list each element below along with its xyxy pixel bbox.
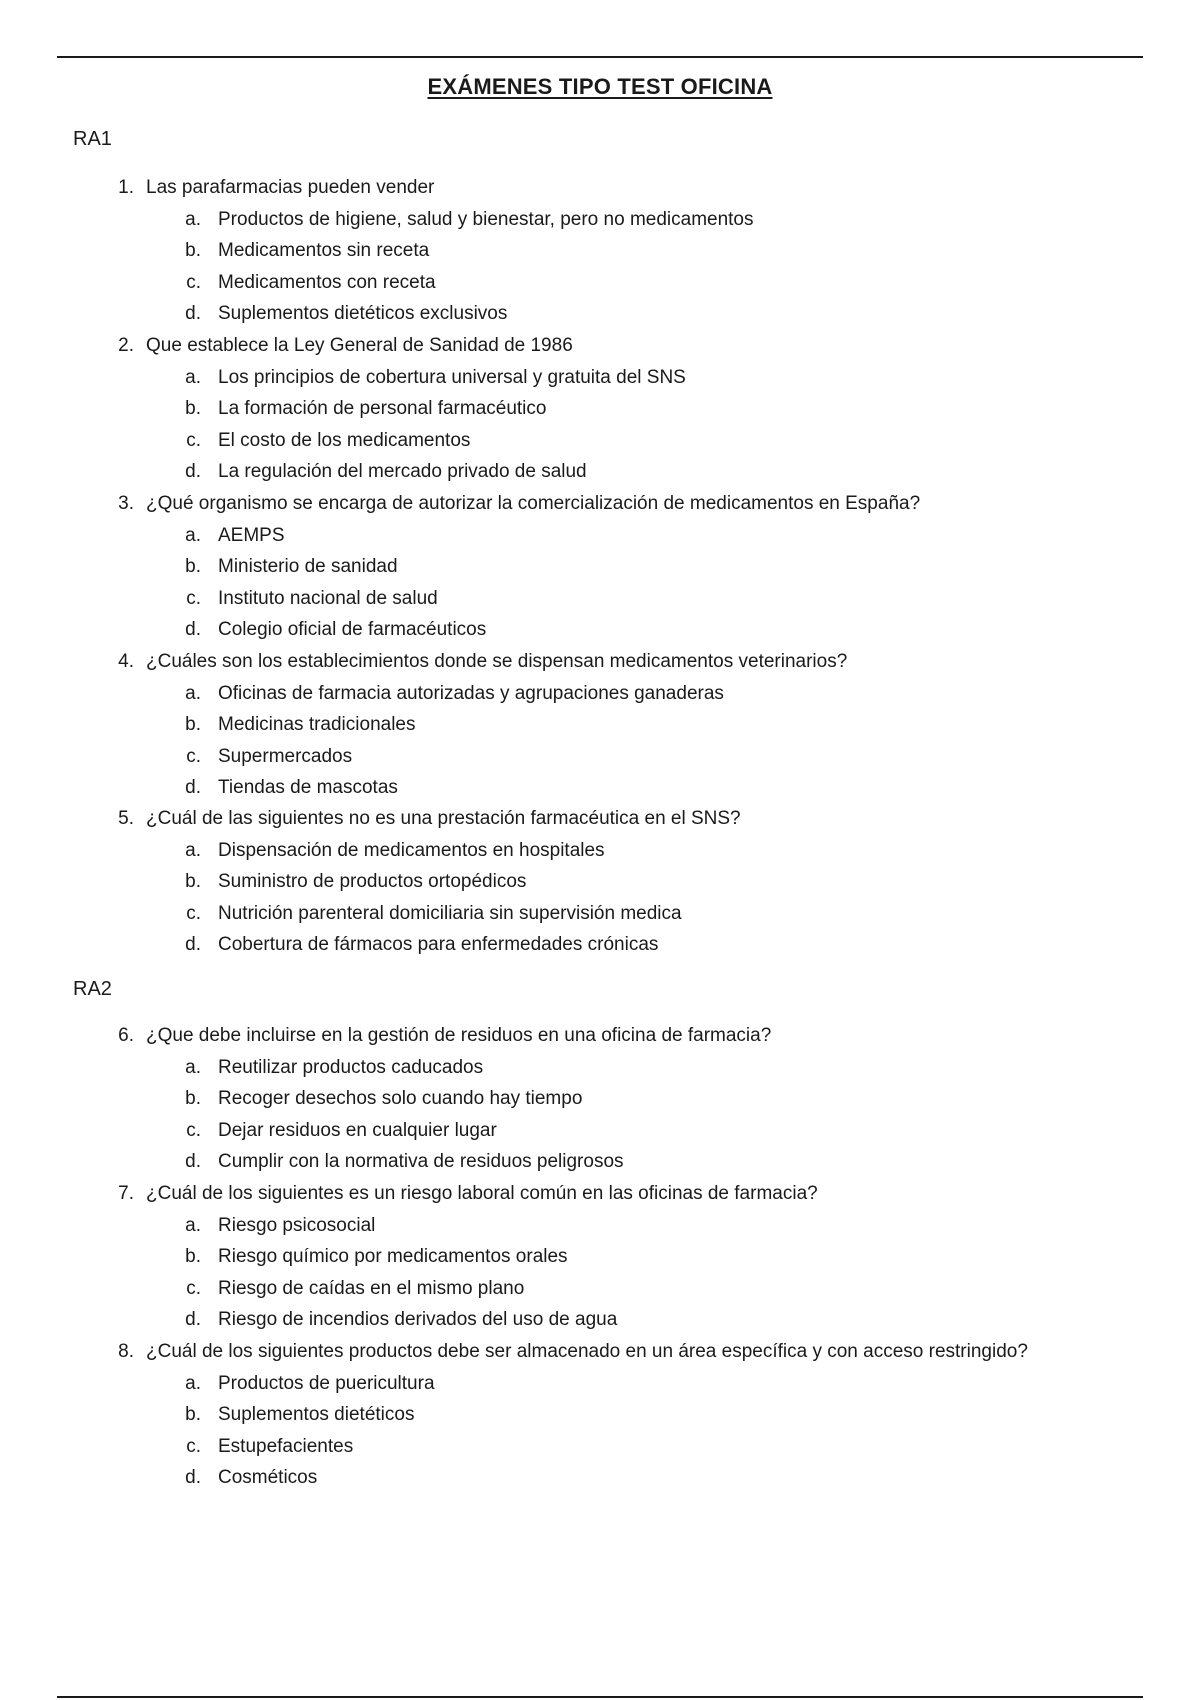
option-c (108, 583, 1068, 615)
option-c (108, 898, 1068, 930)
option-text: Suplementos dietéticos exclusivos (218, 303, 508, 325)
option-b (108, 551, 1068, 583)
option-list (108, 1052, 1068, 1178)
question-text: ¿Cuál de los siguientes productos debe ser almacenado en un área específica y con acceso restringido? (146, 1341, 1028, 1362)
option-c (108, 741, 1068, 773)
option-text: Riesgo psicosocial (218, 1214, 376, 1236)
option-text: Colegio oficial de farmacéuticos (218, 619, 487, 641)
option-text: Nutrición parenteral domiciliaria sin supervisión medica (218, 902, 682, 924)
section-label-ra2: RA2 (73, 978, 112, 1000)
option-c (108, 267, 1068, 299)
option-letter: c. (186, 1119, 201, 1141)
option-letter: a. (185, 1056, 201, 1078)
option-text: Dispensación de medicamentos en hospitales (218, 839, 605, 861)
option-letter: d. (185, 1309, 201, 1331)
option-letter: d. (185, 777, 201, 799)
option-list (108, 1368, 1068, 1494)
option-text: Riesgo químico por medicamentos orales (218, 1246, 568, 1268)
option-letter: c. (186, 587, 201, 609)
question-text: Que establece la Ley General de Sanidad de 1986 (146, 335, 573, 356)
option-text: Medicinas tradicionales (218, 714, 416, 736)
option-letter: d. (185, 1151, 201, 1173)
option-letter: d. (185, 303, 201, 325)
option-text: Medicamentos sin receta (218, 240, 430, 262)
option-b (108, 866, 1068, 898)
option-text: La regulación del mercado privado de salud (218, 461, 587, 483)
option-list (108, 678, 1068, 804)
question-8 (108, 1336, 1068, 1494)
question-text: ¿Cuál de las siguientes no es una prestación farmacéutica en el SNS? (146, 808, 741, 829)
option-letter: d. (185, 461, 201, 483)
option-letter: b. (185, 1088, 201, 1110)
option-text: Suplementos dietéticos (218, 1404, 415, 1426)
option-a (108, 1368, 1068, 1400)
question-7 (108, 1178, 1068, 1336)
option-c (108, 425, 1068, 457)
option-b (108, 1083, 1068, 1115)
option-d (108, 1462, 1068, 1494)
option-letter: b. (185, 240, 201, 262)
question-number: 8. (118, 1341, 134, 1362)
question-number: 5. (118, 808, 134, 829)
option-list (108, 1210, 1068, 1336)
option-a (108, 1210, 1068, 1242)
option-text: Recoger desechos solo cuando hay tiempo (218, 1088, 583, 1110)
option-a (108, 678, 1068, 710)
option-d (108, 772, 1068, 804)
question-text: ¿Qué organismo se encarga de autorizar la comercialización de medicamentos en España? (146, 493, 921, 514)
option-b (108, 709, 1068, 741)
option-text: Cobertura de fármacos para enfermedades crónicas (218, 934, 659, 956)
option-b (108, 1241, 1068, 1273)
option-letter: a. (185, 839, 201, 861)
option-text: Suministro de productos ortopédicos (218, 871, 527, 893)
option-a (108, 520, 1068, 552)
question-6 (108, 1020, 1068, 1178)
question-number: 7. (118, 1183, 134, 1204)
option-c (108, 1431, 1068, 1463)
option-text: Riesgo de incendios derivados del uso de agua (218, 1309, 618, 1331)
option-text: Dejar residuos en cualquier lugar (218, 1119, 497, 1141)
option-letter: c. (186, 1435, 201, 1457)
option-d (108, 298, 1068, 330)
question-number: 4. (118, 651, 134, 672)
question-text: ¿Cuál de los siguientes es un riesgo laboral común en las oficinas de farmacia? (146, 1183, 818, 1204)
option-d (108, 614, 1068, 646)
question-3 (108, 488, 1068, 646)
question-text: ¿Cuáles son los establecimientos donde se dispensan medicamentos veterinarios? (146, 651, 848, 672)
option-letter: c. (186, 429, 201, 451)
option-b (108, 1399, 1068, 1431)
option-letter: d. (185, 1467, 201, 1489)
option-d (108, 1146, 1068, 1178)
option-letter: a. (185, 1214, 201, 1236)
option-d (108, 456, 1068, 488)
option-letter: a. (185, 524, 201, 546)
option-letter: a. (185, 682, 201, 704)
option-letter: d. (185, 619, 201, 641)
option-text: Supermercados (218, 745, 353, 767)
option-text: Productos de higiene, salud y bienestar, pero no medicamentos (218, 208, 754, 230)
option-letter: c. (186, 1277, 201, 1299)
option-letter: b. (185, 1404, 201, 1426)
question-number: 3. (118, 493, 134, 514)
section-label-ra1: RA1 (73, 128, 112, 150)
option-text: Riesgo de caídas en el mismo plano (218, 1277, 525, 1299)
question-4 (108, 646, 1068, 804)
question-number: 1. (118, 177, 134, 198)
option-letter: a. (185, 1372, 201, 1394)
option-letter: b. (185, 556, 201, 578)
option-text: AEMPS (218, 524, 285, 546)
option-a (108, 204, 1068, 236)
option-text: Ministerio de sanidad (218, 556, 398, 578)
option-a (108, 1052, 1068, 1084)
option-text: La formación de personal farmacéutico (218, 398, 547, 420)
option-letter: c. (186, 745, 201, 767)
option-list (108, 520, 1068, 646)
option-d (108, 929, 1068, 961)
page-title: EXÁMENES TIPO TEST OFICINA (427, 74, 773, 99)
option-letter: a. (185, 208, 201, 230)
option-b (108, 235, 1068, 267)
top-rule (57, 56, 1143, 58)
option-c (108, 1115, 1068, 1147)
option-letter: b. (185, 714, 201, 736)
option-c (108, 1273, 1068, 1305)
option-d (108, 1304, 1068, 1336)
option-letter: b. (185, 398, 201, 420)
option-text: Reutilizar productos caducados (218, 1056, 484, 1078)
question-number: 2. (118, 335, 134, 356)
option-list (108, 835, 1068, 961)
bottom-rule (57, 1696, 1143, 1698)
option-text: Cumplir con la normativa de residuos peligrosos (218, 1151, 624, 1173)
question-1 (108, 172, 1068, 330)
option-text: El costo de los medicamentos (218, 429, 471, 451)
option-text: Instituto nacional de salud (218, 587, 438, 609)
option-list (108, 362, 1068, 488)
option-letter: c. (186, 902, 201, 924)
option-text: Productos de puericultura (218, 1372, 435, 1394)
option-a (108, 835, 1068, 867)
option-letter: a. (185, 366, 201, 388)
question-5 (108, 803, 1068, 961)
option-list (108, 204, 1068, 330)
option-text: Cosméticos (218, 1467, 318, 1489)
option-a (108, 362, 1068, 394)
option-letter: b. (185, 1246, 201, 1268)
question-text: Las parafarmacias pueden vender (146, 177, 435, 198)
option-letter: b. (185, 871, 201, 893)
option-text: Oficinas de farmacia autorizadas y agrupaciones ganaderas (218, 682, 724, 704)
option-text: Medicamentos con receta (218, 271, 436, 293)
option-letter: c. (186, 271, 201, 293)
option-text: Los principios de cobertura universal y gratuita del SNS (218, 366, 686, 388)
option-b (108, 393, 1068, 425)
question-2 (108, 330, 1068, 488)
question-number: 6. (118, 1025, 134, 1046)
option-letter: d. (185, 934, 201, 956)
question-text: ¿Que debe incluirse en la gestión de residuos en una oficina de farmacia? (146, 1025, 772, 1046)
option-text: Tiendas de mascotas (218, 777, 398, 799)
option-text: Estupefacientes (218, 1435, 354, 1457)
